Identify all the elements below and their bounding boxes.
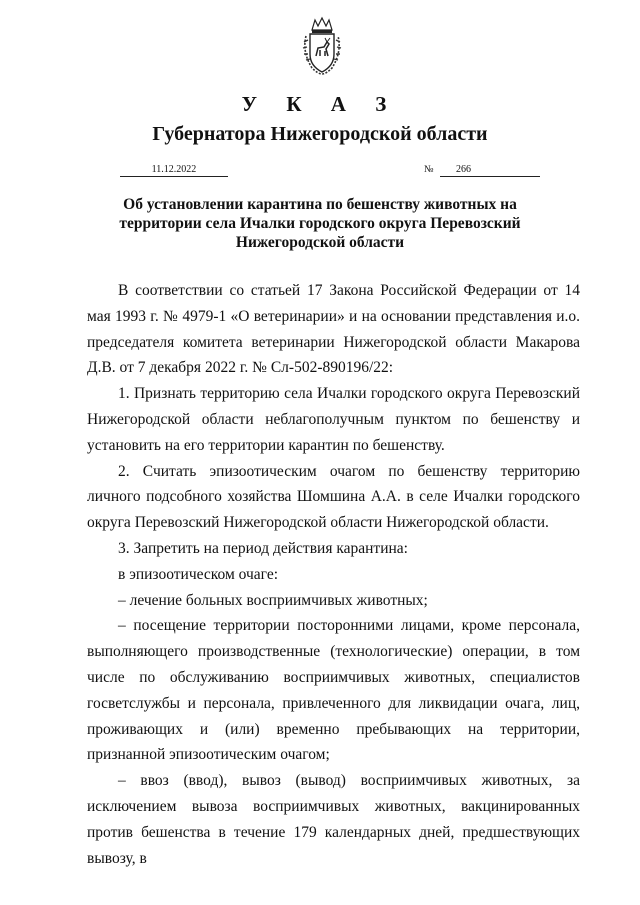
paragraph-item-1: 1. Признать территорию села Ичалки городского округа Перевозский Нижегородской области неблагополучным пунктом по бешенству и установить на его территории карантин по бешенству. — [87, 385, 580, 454]
paragraph-bullet-2: – посещение территории посторонними лицами, кроме персонала, выполняющего производственные (технологические) операции, в том числе по обслуживанию восприимчивых животных, специалистов госветслужбы и персонала, привлеченного для ликвидации очага, лиц, проживающих и (или) временно пребывающих на территории, признанной эпизоотическим очагом; — [87, 617, 580, 764]
paragraph-bullet-1: – лечение больных восприимчивых животных; — [118, 591, 428, 609]
document-type-title: У К А З — [241, 92, 399, 116]
number-value: 266 — [440, 164, 540, 177]
paragraph-preamble: В соответствии со статьей 17 Закона Российской Федерации от 14 мая 1993 г. № 4979-1 «О ветеринарии» и на основании представления и.о. председателя комитета ветеринарии Нижегородской области Макарова Д.В. от 7 декабря 2022 г. № Сл-502-890196/22: — [87, 282, 580, 377]
paragraph-item-3: 3. Запретить на период действия карантина: — [118, 539, 408, 557]
paragraph-subheading: в эпизоотическом очаге: — [118, 565, 279, 583]
issuer-subtitle: Губернатора Нижегородской области — [152, 123, 488, 145]
document-heading: Об установлении карантина по бешенству животных на территории села Ичалки городского округа Перевозский Нижегородской области — [119, 196, 521, 251]
document-number — [424, 164, 540, 177]
paragraph-item-2: 2. Считать эпизоотическим очагом по бешенству территорию личного подсобного хозяйства Шомшина А.А. в селе Ичалки городского округа Перевозский Нижегородской области Нижегородской области. — [87, 462, 580, 532]
paragraph-bullet-3: – ввоз (ввод), вывоз (вывод) восприимчивых животных, за исключением вывоза восприимчивых животных, вакцинированных против бешенства в течение 179 календарных дней, предшествующих вывозу, в — [87, 772, 580, 867]
coat-of-arms-icon — [298, 16, 346, 76]
document-body — [87, 278, 580, 871]
document-date: 11.12.2022 — [120, 164, 228, 177]
number-label: № — [424, 164, 434, 175]
